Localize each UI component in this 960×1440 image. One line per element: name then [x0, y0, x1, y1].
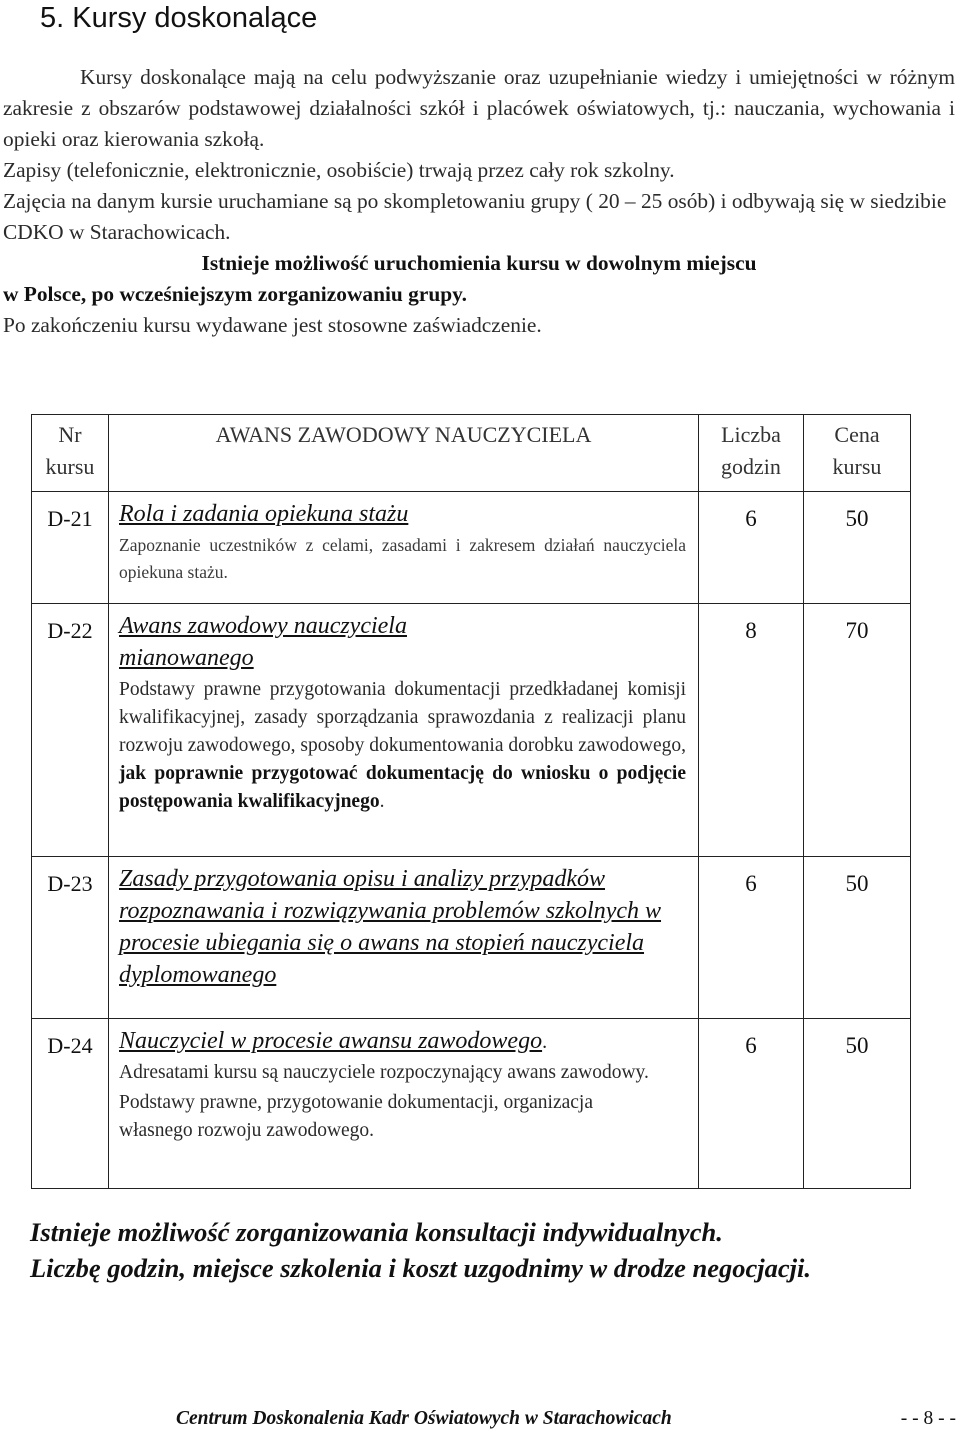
page-number: - - 8 - - — [900, 1408, 956, 1429]
course-price: 50 — [804, 1019, 911, 1189]
section-heading: 5. Kursy doskonalące — [40, 2, 318, 34]
header-hours: Liczba godzin — [699, 415, 804, 492]
course-description-cell — [109, 492, 699, 604]
table-header-row — [32, 415, 911, 492]
table-row — [32, 492, 911, 604]
course-number: D-21 — [32, 492, 109, 604]
course-number: D-22 — [32, 604, 109, 857]
page-footer — [176, 1408, 956, 1430]
header-course-number: Nr kursu — [32, 415, 109, 492]
consultation-note-line2: Liczbę godzin, miejsce szkolenia i koszt uzgodnimy w drodze negocjacji. — [30, 1253, 812, 1283]
intro-paragraph: Kursy doskonalące mają na celu podwyższanie oraz uzupełnianie wiedzy i umiejętności w różnym zakresie z obszarów podstawowej działalności szkół i placówek oświatowych, tj.: nauczania, wychowania i opieki oraz kierowania szkołą. — [3, 65, 955, 151]
course-price: 50 — [804, 857, 911, 1019]
enrollment-line: Zapisy (telefonicznie, elektronicznie, osobiście) trwają przez cały rok szkolny. — [3, 158, 675, 182]
location-notice-line2: w Polsce, po wcześniejszym zorganizowaniu grupy. — [3, 282, 468, 306]
course-description: Podstawy prawne, przygotowanie dokumentacji, organizacja własnego rozwoju zawodowego. — [119, 1092, 593, 1141]
table-row — [32, 604, 911, 857]
course-price: 70 — [804, 604, 911, 857]
course-title: Nauczyciel w procesie awansu zawodowego — [119, 1028, 543, 1054]
table-row — [32, 857, 911, 1019]
certificate-line: Po zakończeniu kursu wydawane jest stosowne zaświadczenie. — [3, 313, 542, 337]
consultation-note — [30, 1214, 930, 1286]
classes-paragraph: Zajęcia na danym kursie uruchamiane są po skompletowaniu grupy ( 20 – 25 osób) i odbywają się w siedzibie CDKO w Starachowicach. — [3, 189, 947, 244]
course-description-cell — [109, 1019, 699, 1189]
course-title: Zasady przygotowania opisu i analizy przypadków rozpoznawania i rozwiązywania problemów szkolnych w procesie ubiegania się o awans na stopień nauczyciela dyplomowanego — [119, 866, 662, 988]
table-row — [32, 1019, 911, 1189]
footer-institution: Centrum Doskonalenia Kadr Oświatowych w Starachowicach — [176, 1408, 672, 1429]
course-hours: 6 — [699, 492, 804, 604]
course-description-cell — [109, 857, 699, 1019]
intro-text — [3, 62, 955, 341]
course-description: Podstawy prawne przygotowania dokumentacji przedkładanej komisji kwalifikacyjnej, zasady sporządzania sprawozdania z realizacji planu rozwoju zawodowego, sposoby dokumentowania dorobku zawodowego, jak poprawnie przygotować dokumentację do wniosku o podjęcie postępowania kwalifikacyjnego. — [119, 679, 687, 812]
course-title-line: Nauczyciel w procesie awansu zawodowego. — [119, 1028, 548, 1054]
course-title: Rola i zadania opiekuna stażu — [119, 501, 409, 527]
location-notice-line1: Istnieje możliwość uruchomienia kursu w dowolnym miejscu — [201, 251, 757, 275]
header-price: Cena kursu — [804, 415, 911, 492]
header-section-title: AWANS ZAWODOWY NAUCZYCIELA — [109, 415, 699, 492]
course-hours: 8 — [699, 604, 804, 857]
course-description: Zapoznanie uczestników z celami, zasadami i zakresem działań nauczyciela opiekuna stażu. — [119, 535, 686, 582]
course-price: 50 — [804, 492, 911, 604]
course-number: D-24 — [32, 1019, 109, 1189]
course-hours: 6 — [699, 1019, 804, 1189]
course-description-cell — [109, 604, 699, 857]
course-title: Awans zawodowy nauczyciela mianowanego — [119, 613, 407, 671]
course-hours: 6 — [699, 857, 804, 1019]
course-table — [31, 414, 911, 1189]
course-number: D-23 — [32, 857, 109, 1019]
consultation-note-line1: Istnieje możliwość zorganizowania konsultacji indywidualnych. — [30, 1217, 723, 1247]
course-audience: Adresatami kursu są nauczyciele rozpoczynający awans zawodowy. — [119, 1062, 649, 1083]
course-description-emphasis: jak poprawnie przygotować dokumentację do wniosku o podjęcie postępowania kwalifikacyjnego — [119, 763, 686, 812]
